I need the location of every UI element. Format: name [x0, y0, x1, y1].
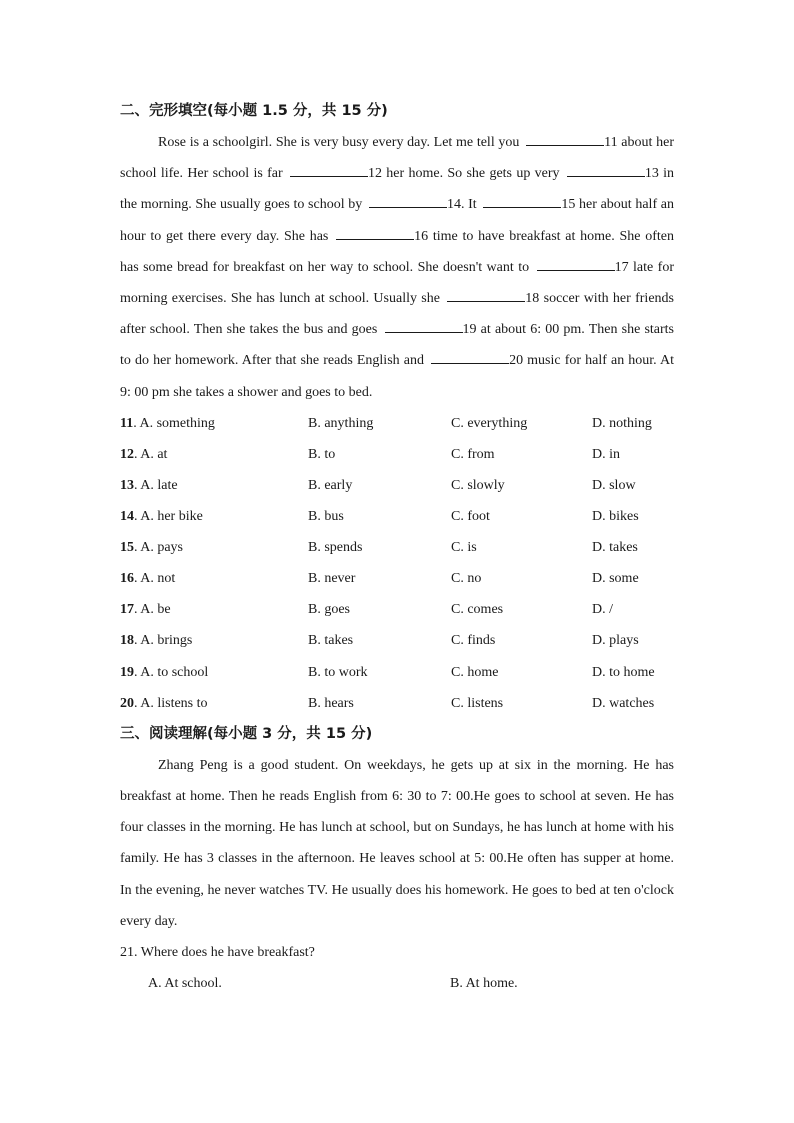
option-a: 14. A. her bike	[120, 509, 203, 525]
option-a: 20. A. listens to	[120, 695, 208, 711]
answer-blank[interactable]	[483, 193, 561, 208]
option-a-text: A. at	[140, 446, 168, 462]
option-a: 11. A. something	[120, 415, 215, 431]
option-d: D. watches	[592, 695, 655, 711]
question-number: 13	[120, 478, 134, 494]
option-c: C. foot	[451, 509, 490, 525]
section-3-heading: 三、阅读理解(每小题 3 分，共 15 分)	[120, 725, 373, 742]
question-number: 14	[120, 509, 134, 525]
question-21-options	[120, 968, 674, 999]
answer-blank[interactable]	[290, 162, 368, 177]
question-row	[120, 657, 674, 688]
question-row	[120, 501, 674, 532]
option-a: 19. A. to school	[120, 664, 209, 680]
exam-page	[120, 96, 674, 999]
option-a: A. At school.	[148, 975, 222, 991]
section-2-heading: 二、完形填空(每小题 1.5 分，共 15 分)	[120, 103, 388, 119]
option-c: C. finds	[451, 633, 496, 649]
option-b: B. takes	[308, 633, 354, 649]
option-b: B. At home.	[450, 975, 518, 991]
passage-segment: 17 late for morning exercises. She has lunch at school. Usually she	[120, 259, 674, 307]
option-d: D. /	[592, 602, 613, 618]
option-c: C. slowly	[451, 478, 505, 494]
question-row	[120, 625, 674, 656]
option-d: D. some	[592, 571, 639, 587]
answer-blank[interactable]	[447, 287, 525, 302]
option-b: B. early	[308, 478, 353, 494]
option-d: D. in	[592, 446, 620, 462]
option-a: 15. A. pays	[120, 540, 184, 556]
answer-blank[interactable]	[385, 318, 463, 333]
answer-blank[interactable]	[526, 131, 604, 146]
question-number: 12	[120, 446, 134, 462]
answer-blank[interactable]	[369, 193, 447, 208]
option-a-text: A. her bike	[140, 509, 203, 525]
passage-segment: 16 time to have breakfast at home. She often has some bread for breakfast on her way to school. She doesn't want to	[120, 228, 674, 275]
option-a-text: A. not	[140, 571, 176, 587]
question-row	[120, 439, 674, 470]
reading-passage	[120, 750, 674, 937]
option-a: 18. A. brings	[120, 633, 193, 649]
question-row	[120, 594, 674, 625]
option-b: B. goes	[308, 602, 350, 618]
question-row	[120, 532, 674, 563]
option-a: 17. A. be	[120, 602, 171, 618]
question-number: 20	[120, 695, 134, 711]
option-b: B. anything	[308, 415, 374, 431]
passage-segment: Rose is a schoolgirl. She is very busy every day. Let me tell you	[158, 135, 524, 150]
answer-blank[interactable]	[567, 162, 645, 177]
answer-blank[interactable]	[431, 349, 509, 364]
option-b: B. to work	[308, 664, 368, 680]
option-d: D. slow	[592, 478, 636, 494]
option-d: D. bikes	[592, 509, 639, 525]
option-a-text: A. late	[140, 478, 178, 494]
option-a: 16. A. not	[120, 571, 176, 587]
option-d: D. plays	[592, 633, 639, 649]
option-d: D. nothing	[592, 415, 652, 431]
option-b: B. spends	[308, 540, 363, 556]
option-b: B. to	[308, 446, 336, 462]
cloze-options-list	[120, 408, 674, 719]
question-row	[120, 688, 674, 719]
option-a: 12. A. at	[120, 446, 168, 462]
option-b: B. hears	[308, 695, 354, 711]
option-d: D. to home	[592, 664, 655, 680]
question-number: 16	[120, 571, 134, 587]
option-a-text: A. be	[140, 602, 171, 618]
passage-segment: 11 about her school life. Her school is far	[120, 135, 674, 182]
option-c: C. from	[451, 446, 495, 462]
reading-passage-text: Zhang Peng is a good student. On weekdays, he gets up at six in the morning. He has breakfast at home. Then he reads English from 6: 30 to 7: 00.He goes to school at seven. He has four classes in the morning. He has lunch at school, but on Sundays, he has lunch at home with his family. He has 3 classes in the afternoon. He leaves school at 5: 00.He often has supper at home. In the evening, he never watches TV. He usually does his homework. He goes to bed at ten o'clock every day.	[120, 757, 674, 929]
option-b: B. bus	[308, 509, 344, 525]
question-number: 11	[120, 415, 134, 431]
option-d: D. takes	[592, 540, 638, 556]
answer-blank[interactable]	[537, 256, 615, 271]
option-a-text: A. brings	[140, 633, 193, 649]
answer-blank[interactable]	[336, 225, 414, 240]
option-c: C. is	[451, 540, 477, 556]
passage-segment: 12 her home. So she gets up very	[367, 166, 564, 182]
option-a: 13. A. late	[120, 478, 178, 494]
option-c: C. everything	[451, 415, 528, 431]
option-a-text: A. to school	[140, 664, 209, 680]
question-row	[120, 408, 674, 439]
passage-segment: 14. It	[446, 197, 481, 213]
option-b: B. never	[308, 571, 356, 587]
question-number: 19	[120, 664, 134, 680]
passage-segment: 19 at about 6: 00 pm. Then she starts to do her homework. After that she reads English and	[120, 322, 675, 369]
option-a-text: A. listens to	[140, 695, 208, 711]
cloze-passage	[120, 127, 674, 408]
option-c: C. comes	[451, 602, 504, 618]
option-c: C. listens	[451, 695, 504, 711]
question-number: 18	[120, 633, 134, 649]
option-c: C. no	[451, 571, 482, 587]
question-row	[120, 470, 674, 501]
question-21: 21. Where does he have breakfast?	[120, 944, 315, 960]
passage-segment: 15 her about half an hour to get there every day. She has	[120, 197, 674, 244]
option-c: C. home	[451, 664, 499, 680]
passage-segment: 13 in the morning. She usually goes to school by	[120, 166, 675, 213]
question-number: 17	[120, 602, 134, 618]
passage-segment: 18 soccer with her friends after school. Then she takes the bus and goes	[120, 291, 674, 338]
option-a-text: A. something	[139, 415, 215, 431]
option-a-text: A. pays	[140, 540, 184, 556]
question-number: 15	[120, 540, 134, 556]
passage-segment: 20 music for half an hour. At 9: 00 pm she takes a shower and goes to bed.	[120, 353, 674, 400]
question-row	[120, 563, 674, 594]
